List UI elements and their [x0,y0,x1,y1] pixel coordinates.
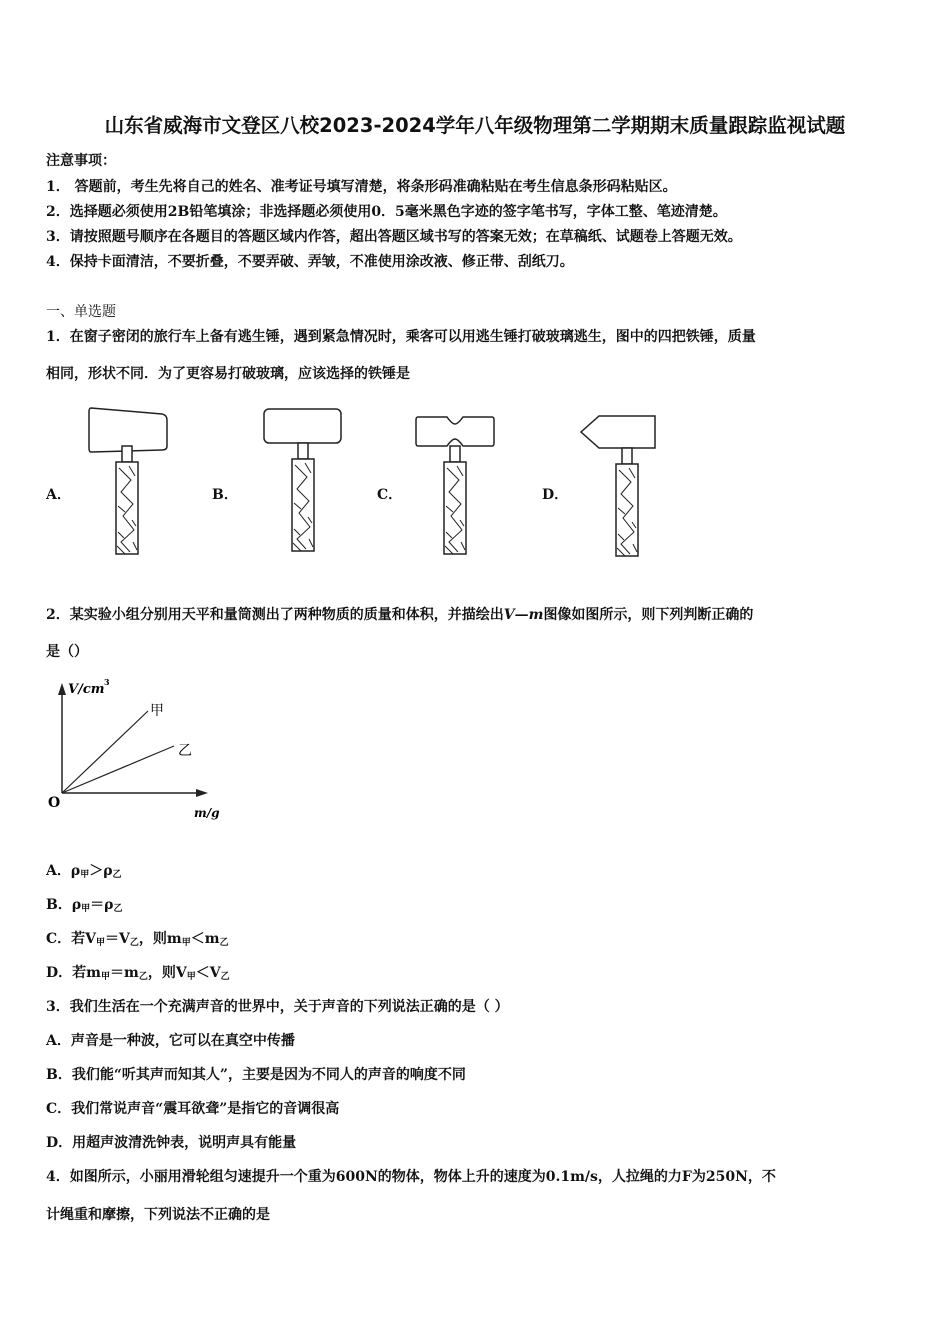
notice-item-1: 1． 答题前，考生先将自己的姓名、准考证号填写清楚，将条形码准确粘贴在考生信息条形码粘贴区。 [46,179,677,195]
q4-stem-line1: 4．如图所示，小丽用滑轮组匀速提升一个重为600N的物体，物体上升的速度为0.1m/s，人拉绳的力F为250N，不 [46,1169,776,1185]
notice-item-4: 4．保持卡面清洁，不要折叠，不要弄破、弄皱，不准使用涂改液、修正带、刮纸刀。 [46,254,574,270]
line-jia [62,711,148,793]
q1-stem-line2: 相同，形状不同．为了更容易打破玻璃，应该选择的铁锤是 [46,366,410,382]
origin-label: O [48,795,61,811]
q3-option-c[interactable]: C．我们常说声音“震耳欲聋”是指它的音调很高 [46,1101,340,1117]
q2-vm-graph [40,675,240,825]
q1-option-d[interactable]: D． [542,487,569,503]
y-axis-label: V/cm [68,682,105,697]
notice-item-3: 3．请按照题号顺序在各题目的答题区域内作答，超出答题区域书写的答案无效；在草稿纸、试题卷上答题无效。 [46,229,742,245]
label-yi: 乙 [178,743,192,759]
q1-option-b[interactable]: B． [212,487,238,503]
q2-stem-line1: 2．某实验小组分别用天平和量筒测出了两种物质的质量和体积，并描绘出V—m图像如图所示，则下列判断正确的 [46,607,754,623]
q3-stem: 3．我们生活在一个充满声音的世界中，关于声音的下列说法正确的是（ ） [46,999,509,1015]
q2-option-b[interactable]: B．$\rho_甲=\rho_乙$ [46,897,123,914]
q3-option-d[interactable]: D．用超声波清洗钟表，说明声具有能量 [46,1135,297,1151]
q3-option-b[interactable]: B．我们能“听其声而知其人”，主要是因为不同人的声音的响度不同 [46,1067,466,1083]
q2-stem-line2: 是（） [46,644,88,660]
notice-heading: 注意事项： [46,153,116,169]
q1-hammer-figure [0,400,950,565]
notice-item-2: 2．选择题必须使用2B铅笔填涂；非选择题必须使用0．5毫米黑色字迹的签字笔书写，字体工整、笔迹清楚。 [46,204,727,220]
q1-stem-line1: 1．在窗子密闭的旅行车上备有逃生锤，遇到紧急情况时，乘客可以用逃生锤打破玻璃逃生，图中的四把铁锤，质量 [46,329,756,345]
x-axis-label: m/g [194,806,220,820]
y-axis-unit-sup: 3 [104,677,110,687]
q1-option-a[interactable]: A． [46,487,71,503]
q1-option-c[interactable]: C． [377,487,403,503]
q2-option-a[interactable]: A．$\rho_甲>\rho_乙$ [46,863,122,880]
page-title: 山东省威海市文登区八校2023-2024学年八年级物理第二学期期末质量跟踪监视试题 [104,114,846,137]
q4-stem-line2: 计绳重和摩擦，下列说法不正确的是 [46,1207,270,1223]
line-yi [62,746,174,793]
hammer-d [581,416,655,556]
q3-option-a[interactable]: A．声音是一种波，它可以在真空中传播 [46,1033,295,1049]
hammer-c [416,417,494,554]
section-heading: 一、单选题 [46,304,116,320]
hammer-b [264,409,341,551]
hammer-a [89,408,167,554]
q2-option-d[interactable]: D．若$m_甲=m_乙$，则$V_甲<V_乙$ [46,965,230,982]
q2-option-c[interactable]: C．若$V_甲=V_乙$，则$m_甲<m_乙$ [46,931,229,948]
label-jia: 甲 [150,703,164,719]
